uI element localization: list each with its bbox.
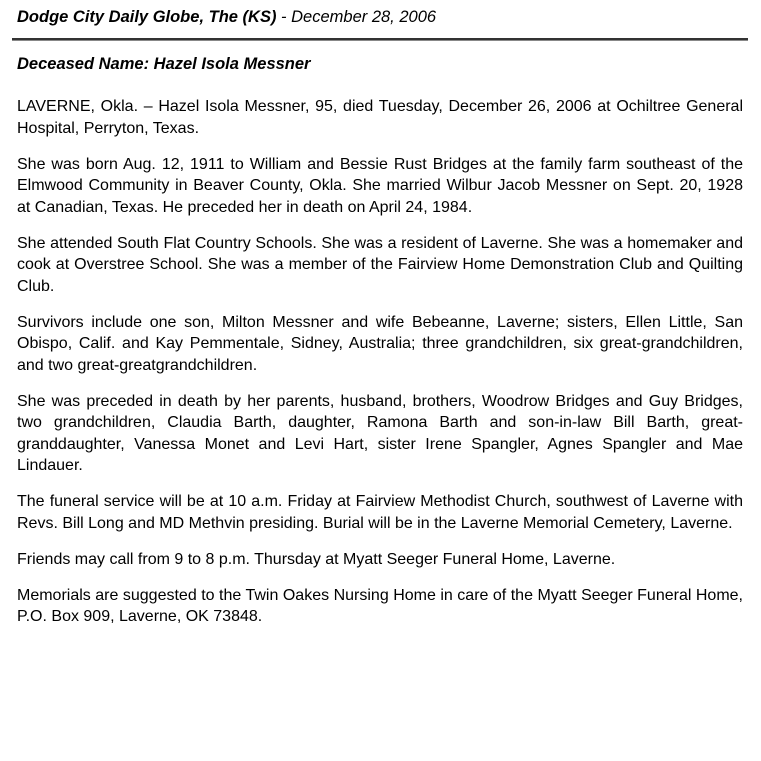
- paragraph-birth-marriage: She was born Aug. 12, 1911 to William and Bessie Rust Bridges at the family farm southeast of the Elmwood Community in Beaver County, Okla. She married Wilbur Jacob Messner on Sept. 20, 1928 at Canadian, Texas. He preceded her in death on April 24, 1984.: [17, 155, 743, 216]
- header-separator: -: [276, 8, 292, 26]
- header-divider: [12, 38, 748, 41]
- publication-name: Dodge City Daily Globe, The (KS): [17, 8, 277, 26]
- paragraph-memorials: Memorials are suggested to the Twin Oakes Nursing Home in care of the Myatt Seeger Funeral Home, P.O. Box 909, Laverne, OK 73848.: [17, 586, 743, 625]
- paragraph-death-notice: LAVERNE, Okla. – Hazel Isola Messner, 95, died Tuesday, December 26, 2006 at Ochiltree General Hospital, Perryton, Texas.: [17, 98, 743, 137]
- paragraph-funeral: The funeral service will be at 10 a.m. Friday at Fairview Methodist Church, southwest of Laverne with Revs. Bill Long and MD Methvin presiding. Burial will be in the Laverne Memorial Cemetery, Laverne.: [17, 493, 743, 532]
- deceased-name: Deceased Name: Hazel Isola Messner: [17, 55, 311, 73]
- publication-date: December 28, 2006: [291, 8, 437, 26]
- paragraph-visitation: Friends may call from 9 to 8 p.m. Thursday at Myatt Seeger Funeral Home, Laverne.: [17, 550, 616, 568]
- paragraph-preceded: She was preceded in death by her parents, husband, brothers, Woodrow Bridges and Guy Bridges, two grandchildren, Claudia Barth, daughter, Ramona Barth and son-in-law Bill Barth, great-granddaughter, Vanessa Monet and Levi Hart, sister Irene Spangler, Agnes Spangler and Mae Lindauer.: [17, 392, 743, 474]
- paragraph-life: She attended South Flat Country Schools. She was a resident of Laverne. She was a homemaker and cook at Overstree School. She was a member of the Fairview Home Demonstration Club and Quilting Club.: [17, 234, 743, 295]
- obituary-body: [17, 96, 743, 642]
- paragraph-survivors: Survivors include one son, Milton Messner and wife Bebeanne, Laverne; sisters, Ellen Little, San Obispo, Calif. and Kay Pemmentale, Sidney, Australia; three grandchildren, six great-grandchildren, and two great-greatgrandchildren.: [17, 313, 743, 374]
- publication-header: [17, 8, 436, 27]
